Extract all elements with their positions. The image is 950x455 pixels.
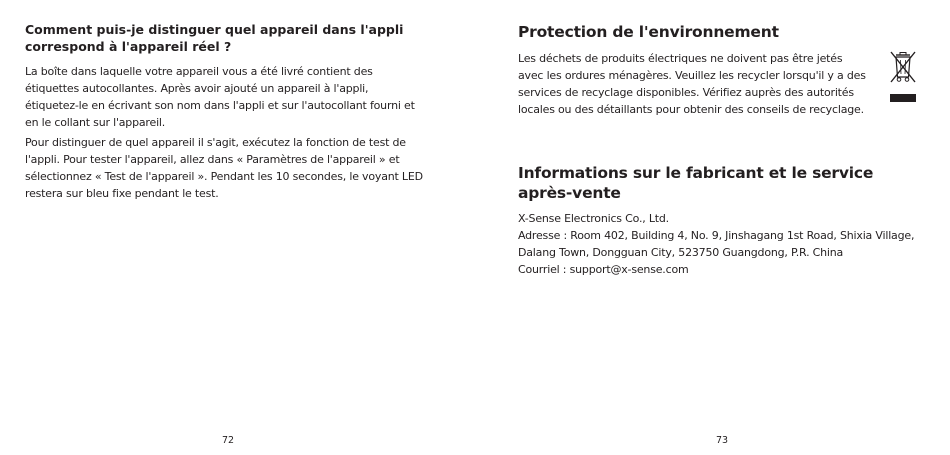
manufacturer-company: X-Sense Electronics Co., Ltd. [518, 212, 669, 225]
manufacturer-address: Adresse : Room 402, Building 4, No. 9, Jinshagang 1st Road, Shixia Village, Dalang Town, Dongguan City, 523750 Guangdong, P.R. China [518, 229, 915, 259]
sticker-label-paragraph: La boîte dans laquelle votre appareil vous a été livré contient des étiquettes autocollantes. Après avoir ajouté un appareil à l'appli, étiquetez-le en écrivant son nom dans l'appli et sur l'autocollant fourni et en le collant sur l'appareil. [25, 65, 415, 129]
environment-paragraph: Les déchets de produits électriques ne doivent pas être jetés avec les ordures ménagères. Veuillez les recycler lorsqu'il y a des services de recyclage disponibles. Vérifiez auprès des autorités locales ou des détaillants pour obtenir des conseils de recyclage. [518, 52, 866, 116]
faq-question-heading: Comment puis-je distinguer quel appareil dans l'appli correspond à l'appareil réel ? [25, 22, 404, 54]
page-number-left: 72 [222, 435, 235, 446]
page-number-right: 73 [716, 435, 729, 446]
manufacturer-email: Courriel : support@x-sense.com [518, 263, 689, 276]
manufacturer-info [518, 210, 928, 278]
right-page [475, 0, 950, 455]
device-test-paragraph: Pour distinguer de quel appareil il s'agit, exécutez la fonction de test de l'appli. Pour tester l'appareil, allez dans « Paramètres de l'appareil » et sélectionnez « Test de l'appareil ». Pendant les 10 secondes, le voyant LED restera sur bleu fixe pendant le test. [25, 136, 423, 200]
manufacturer-section-title: Informations sur le fabricant et le service après-vente [518, 164, 874, 202]
environment-section-title: Protection de l'environnement [518, 23, 779, 41]
weee-crossed-bin-icon [888, 50, 918, 106]
